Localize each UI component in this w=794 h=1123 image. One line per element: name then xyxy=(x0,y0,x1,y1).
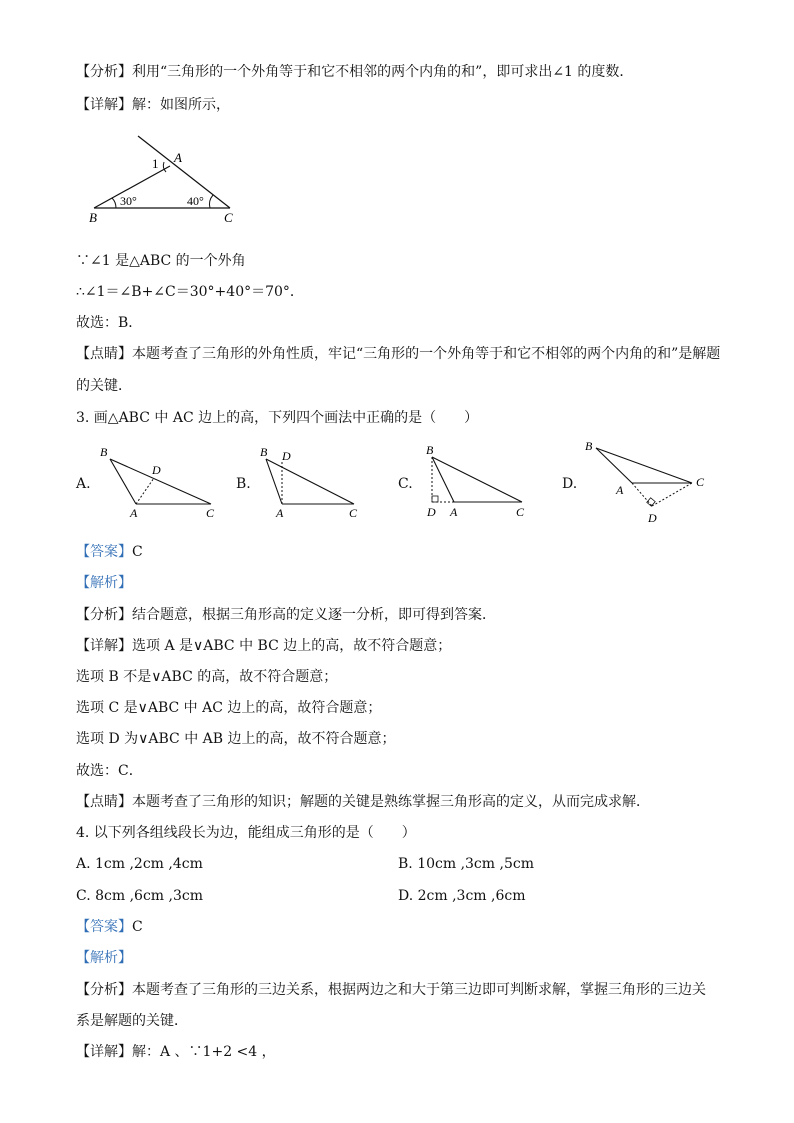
comment-text-1: 本题考查了三角形的外角性质，牢记“三角形的一个外角等于和它不相邻的两个内角的和”是解题 xyxy=(132,346,721,362)
q3-detail-line-2: 选项 B 不是∨ABC 的高，故不符合题意； xyxy=(76,669,338,685)
detail-text: 解：如图所示， xyxy=(132,97,230,113)
q3-option-B-letter: B. xyxy=(236,476,251,492)
q3-answer-tag: 【答案】 xyxy=(76,544,132,560)
q4-analysis-text-1: 本题考查了三角形的三边关系，根据两边之和大于第三边即可判断求解，掌握三角形的三边关 xyxy=(132,982,706,998)
q4-jiexi-tag: 【解析】 xyxy=(76,950,132,966)
opt-A-label-D: D xyxy=(152,463,161,477)
opt-D-label-B: B xyxy=(585,439,593,453)
q3-analysis-tag: 【分析】 xyxy=(76,607,132,623)
opt-A-label-A: A xyxy=(130,506,138,520)
q4-detail-text: 解：A 、∵1+2 <4 ， xyxy=(132,1044,276,1060)
opt-C-label-D: D xyxy=(427,505,436,519)
detail-line xyxy=(76,95,230,115)
opt-C-label-A: A xyxy=(450,505,458,519)
q3-jiexi-tag: 【解析】 xyxy=(76,575,132,591)
figure-angle-B: 30° xyxy=(120,194,137,208)
analysis-text: 利用“三角形的一个外角等于和它不相邻的两个内角的和”，即可求出∠1 的度数． xyxy=(132,64,634,80)
q3-stem: 3. 画△ABC 中 AC 边上的高，下列四个画法中正确的是（ ） xyxy=(76,410,479,426)
therefore-line: ∴∠1＝∠B+∠C＝30°+40°＝70°． xyxy=(76,284,304,300)
figure-label-A: A xyxy=(174,150,182,165)
q4-option-D: D. 2cm ,3cm ,6cm xyxy=(398,888,526,904)
detail-tag: 【详解】 xyxy=(76,97,132,113)
figure-label-C: C xyxy=(224,210,233,225)
q3-answer-line xyxy=(76,542,143,562)
q3-option-A-letter: A. xyxy=(76,476,91,492)
q3-detail-tag: 【详解】 xyxy=(76,638,132,654)
opt-D-label-D: D xyxy=(648,511,657,525)
analysis-tag: 【分析】 xyxy=(76,64,132,80)
opt-B-label-C: C xyxy=(349,506,358,520)
opt-A-label-B: B xyxy=(100,445,108,459)
q3-option-C-figure xyxy=(420,442,540,522)
q4-analysis-line-2: 系是解题的关键． xyxy=(76,1013,188,1029)
figure-label-1: 1 xyxy=(152,156,159,171)
q3-detail-text-1: 选项 A 是∨ABC 中 BC 边上的高，故不符合题意； xyxy=(132,638,452,654)
analysis-line xyxy=(76,62,633,82)
figure-angle-C: 40° xyxy=(187,194,204,208)
opt-B-label-D: D xyxy=(282,449,291,463)
comment-tag: 【点睛】 xyxy=(76,346,132,362)
q4-analysis-line-1 xyxy=(76,980,706,1000)
q3-detail-line-4: 选项 D 为∨ABC 中 AB 边上的高，故不符合题意； xyxy=(76,731,396,747)
q3-answer: C xyxy=(132,544,143,560)
q3-comment-tag: 【点睛】 xyxy=(76,794,132,810)
opt-D-label-C: C xyxy=(696,475,705,489)
q3-detail-line-1 xyxy=(76,636,451,656)
exterior-angle-figure xyxy=(86,132,246,226)
q4-answer: C xyxy=(132,919,143,935)
q4-answer-tag: 【答案】 xyxy=(76,919,132,935)
q4-option-A: A. 1cm ,2cm ,4cm xyxy=(76,856,203,872)
q4-option-C: C. 8cm ,6cm ,3cm xyxy=(76,888,203,904)
because-line: ∵∠1 是△ABC 的一个外角 xyxy=(76,253,246,269)
q3-comment-line xyxy=(76,792,650,812)
q3-analysis-line xyxy=(76,605,496,625)
q4-stem: 4. 以下列各组线段长为边，能组成三角形的是（ ） xyxy=(76,825,416,841)
q3-option-C-letter: C. xyxy=(398,476,413,492)
opt-D-label-A: A xyxy=(616,483,624,497)
q4-detail-line xyxy=(76,1042,276,1062)
opt-A-label-C: C xyxy=(206,506,215,520)
q4-answer-line xyxy=(76,917,143,937)
opt-B-label-A: A xyxy=(276,506,284,520)
figure-label-B: B xyxy=(89,210,97,225)
comment-line-1 xyxy=(76,344,720,364)
opt-C-label-C: C xyxy=(516,505,525,519)
q3-option-B-figure xyxy=(256,442,366,522)
choice-line: 故选：B． xyxy=(76,315,143,331)
q3-analysis-text: 结合题意，根据三角形高的定义逐一分析，即可得到答案． xyxy=(132,607,496,623)
comment-line-2: 的关键． xyxy=(76,378,132,394)
q3-choice-line: 故选：C． xyxy=(76,763,143,779)
q4-option-B: B. 10cm ,3cm ,5cm xyxy=(398,856,534,872)
opt-B-label-B: B xyxy=(260,445,268,459)
opt-C-label-B: B xyxy=(426,443,434,457)
q3-comment-text: 本题考查了三角形的知识；解题的关键是熟练掌握三角形高的定义，从而完成求解． xyxy=(132,794,650,810)
q3-detail-line-3: 选项 C 是∨ABC 中 AC 边上的高，故符合题意； xyxy=(76,700,382,716)
q4-analysis-tag: 【分析】 xyxy=(76,982,132,998)
q3-option-A-figure xyxy=(96,442,226,522)
q3-option-D-letter: D. xyxy=(562,476,578,492)
q3-option-D-figure xyxy=(582,436,712,528)
q4-detail-tag: 【详解】 xyxy=(76,1044,132,1060)
